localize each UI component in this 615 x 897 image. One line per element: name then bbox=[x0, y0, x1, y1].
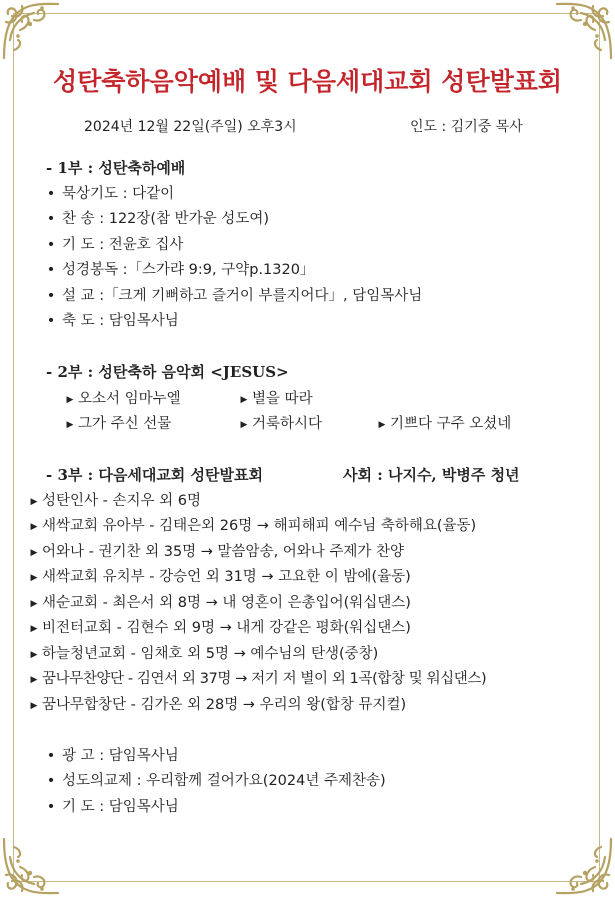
list-item: • 기 도 : 담임목사님 bbox=[40, 798, 179, 816]
list-item: • 찬 송 : 122장(참 반가운 성도여) bbox=[40, 210, 269, 228]
bullet-icon: • bbox=[46, 262, 56, 278]
part2-heading: - 2부 : 성탄축하 음악회 <JESUS> bbox=[46, 363, 289, 381]
bullet-icon: • bbox=[46, 773, 56, 789]
triangle-bullet-icon: ▶ bbox=[30, 650, 38, 660]
bullet-icon: • bbox=[46, 799, 56, 815]
event-leader: 인도 : 김기중 목사 bbox=[410, 119, 523, 135]
triangle-bullet-icon: ▶ bbox=[30, 701, 38, 711]
list-item: • 성경봉독 :「스가랴 9:9, 구약p.1320」 bbox=[40, 261, 314, 279]
program-item: ▶ 새순교회 - 최은서 외 8명 → 내 영혼이 은총입어(워십댄스) bbox=[26, 594, 411, 614]
triangle-bullet-icon: ▶ bbox=[66, 420, 74, 430]
program-item: ▶ 꿈나무찬양단 - 김연서 외 37명 → 저기 저 별이 외 1곡(합창 및 워십댄스) bbox=[26, 670, 486, 690]
song-item: ▶ 기쁘다 구주 오셨네 bbox=[374, 415, 511, 435]
list-item: • 축 도 : 담임목사님 bbox=[40, 312, 179, 330]
program-item: ▶ 비전터교회 - 김현수 외 9명 → 내게 강같은 평화(워십댄스) bbox=[26, 619, 411, 639]
triangle-bullet-icon: ▶ bbox=[66, 395, 74, 405]
part3-heading: - 3부 : 다음세대교회 성탄발표회 bbox=[46, 466, 263, 484]
program-item: ▶ 새싹교회 유치부 - 강승언 외 31명 → 고요한 이 밤에(율동) bbox=[26, 568, 411, 588]
triangle-bullet-icon: ▶ bbox=[30, 573, 38, 583]
program-item: ▶ 새싹교회 유아부 - 김태은외 26명 → 해피해피 예수님 축하해요(율동) bbox=[26, 517, 476, 537]
bullet-icon: • bbox=[46, 748, 56, 764]
bullet-icon: • bbox=[46, 211, 56, 227]
part3-host: 사회 : 나지수, 박병주 청년 bbox=[343, 466, 520, 484]
song-item: ▶ 그가 주신 선물 bbox=[62, 415, 171, 435]
song-item: ▶ 오소서 임마누엘 bbox=[62, 390, 181, 410]
list-item: • 기 도 : 전윤호 집사 bbox=[40, 236, 183, 254]
list-item: • 설 교 :「크게 기뻐하고 즐거이 부를지어다」, 담임목사님 bbox=[40, 287, 422, 305]
list-item: • 광 고 : 담임목사님 bbox=[40, 747, 179, 765]
triangle-bullet-icon: ▶ bbox=[30, 497, 38, 507]
program-item: ▶ 어와나 - 권기찬 외 35명 → 말씀암송, 어와나 주제가 찬양 bbox=[26, 543, 404, 563]
triangle-bullet-icon: ▶ bbox=[240, 395, 248, 405]
page-title: 성탄축하음악예배 및 다음세대교회 성탄발표회 bbox=[52, 67, 563, 96]
part1-heading: - 1부 : 성탄축하예배 bbox=[46, 159, 186, 177]
triangle-bullet-icon: ▶ bbox=[30, 675, 38, 685]
program-item: ▶ 꿈나무합창단 - 김가온 외 28명 → 우리의 왕(합창 뮤지컬) bbox=[26, 696, 406, 716]
triangle-bullet-icon: ▶ bbox=[30, 624, 38, 634]
triangle-bullet-icon: ▶ bbox=[378, 420, 386, 430]
ornament-icon bbox=[0, 0, 62, 62]
triangle-bullet-icon: ▶ bbox=[240, 420, 248, 430]
triangle-bullet-icon: ▶ bbox=[30, 548, 38, 558]
triangle-bullet-icon: ▶ bbox=[30, 599, 38, 609]
program-item: ▶ 성탄인사 - 손지우 외 6명 bbox=[26, 492, 201, 512]
song-item: ▶ 별을 따라 bbox=[236, 390, 313, 410]
ornament-icon bbox=[553, 835, 615, 897]
event-date: 2024년 12월 22일(주일) 오후3시 bbox=[84, 119, 297, 135]
bullet-icon: • bbox=[46, 288, 56, 304]
triangle-bullet-icon: ▶ bbox=[30, 522, 38, 532]
bullet-icon: • bbox=[46, 237, 56, 253]
song-item: ▶ 거룩하시다 bbox=[236, 415, 322, 435]
list-item: • 성도의교제 : 우리함께 걸어가요(2024년 주제찬송) bbox=[40, 772, 386, 790]
ornament-icon bbox=[553, 0, 615, 62]
bullet-icon: • bbox=[46, 186, 56, 202]
bullet-icon: • bbox=[46, 313, 56, 329]
program-item: ▶ 하늘청년교회 - 임채호 외 5명 → 예수님의 탄생(중창) bbox=[26, 645, 378, 665]
list-item: • 묵상기도 : 다같이 bbox=[40, 185, 174, 203]
ornament-icon bbox=[0, 835, 62, 897]
